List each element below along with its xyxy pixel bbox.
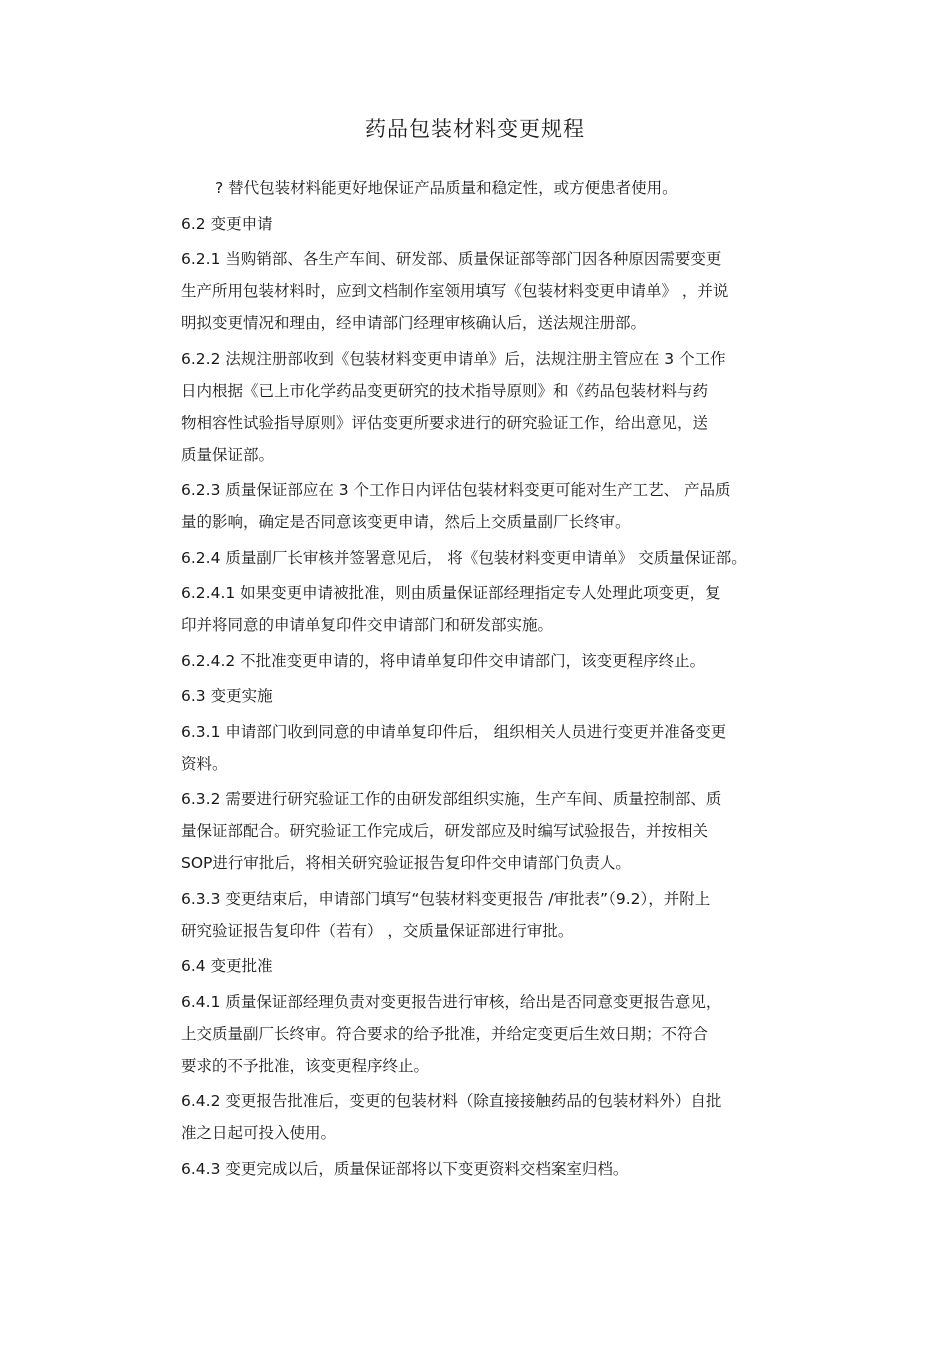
section-heading: 6.3 变更实施 [181,687,273,705]
paragraph-line: 上交质量副厂长终审。符合要求的给予批准，并给定变更后生效日期；不符合 [181,1024,709,1043]
section-heading: 6.4 变更批准 [181,957,273,975]
paragraph-line: 量的影响，确定是否同意该变更申请，然后上交质量副厂长终审。 [181,513,631,531]
paragraph-line: 6.3.2 需要进行研究验证工作的由研发部组织实施，生产车间、质量控制部、质 [181,790,722,808]
paragraph-line: 6.2.3 质量保证部应在 3 个工作日内评估包装材料变更可能对生产工艺、 产品质 [181,481,731,499]
paragraph-line: 6.4.1 质量保证部经理负责对变更报告进行审核，给出是否同意变更报告意见， [181,992,722,1011]
paragraph-line: 准之日起可投入使用。 [181,1124,337,1142]
paragraph-line: 6.2.2 法规注册部收到《包装材料变更申请单》后，法规注册主管应在 3 个工作 [181,349,726,368]
paragraph-line: 质量保证部。 [181,445,275,464]
paragraph-line: 明拟变更情况和理由，经申请部门经理审核确认后，送法规注册部。 [181,314,647,332]
paragraph-line: 生产所用包装材料时，应到文档制作室领用填写《包装材料变更申请单》 ，并说 [181,282,729,300]
paragraph-line: 要求的不予批准，该变更程序终止。 [181,1056,430,1075]
paragraph-line: 日内根据《已上市化学药品变更研究的技术指导原则》和《药品包装材料与药 [181,381,709,400]
paragraph-line: 印并将同意的申请单复印件交申请部门和研发部实施。 [181,616,554,634]
paragraph-line: 研究验证报告复印件（若有） ，交质量保证部进行审批。 [181,921,574,940]
paragraph-line: 6.2.4 质量副厂长审核并签署意见后， 将《包装材料变更申请单》 交质量保证部。 [181,548,747,567]
paragraph-line: 物相容性试验指导原则》评估变更所要求进行的研究验证工作，给出意见，送 [181,413,709,432]
paragraph-line: 6.2.4.1 如果变更申请被批准，则由质量保证部经理指定专人处理此项变更，复 [181,584,721,602]
paragraph-line: 6.2.4.2 不批准变更申请的，将申请单复印件交申请部门，该变更程序终止。 [181,651,706,670]
paragraph-line: 量保证部配合。研究验证工作完成后，研发部应及时编写试验报告，并按相关 [181,822,709,840]
paragraph-line: 6.3.3 变更结束后，申请部门填写“包装材料变更报告 /审批表”（9.2），并附上 [181,889,711,908]
paragraph-line: 6.2.1 当购销部、各生产车间、研发部、质量保证部等部门因各种原因需要变更 [181,250,722,268]
document-title: 药品包装材料变更规程 [365,117,585,141]
paragraph-line: 6.3.1 申请部门收到同意的申请单复印件后， 组织相关人员进行变更并准备变更 [181,722,727,741]
paragraph-line: SOP进行审批后，将相关研究验证报告复印件交申请部门负责人。 [181,854,631,872]
document-body [181,172,861,1185]
text-line: ? 替代包装材料能更好地保证产品质量和稳定性，或方便患者使用。 [215,179,678,197]
paragraph-line: 资料。 [181,754,228,773]
paragraph-line: 6.4.2 变更报告批准后，变更的包装材料（除直接接触药品的包装材料外）自批 [181,1092,722,1110]
section-heading: 6.2 变更申请 [181,214,273,233]
paragraph-line: 6.4.3 变更完成以后，质量保证部将以下变更资料交档案室归档。 [181,1159,629,1178]
